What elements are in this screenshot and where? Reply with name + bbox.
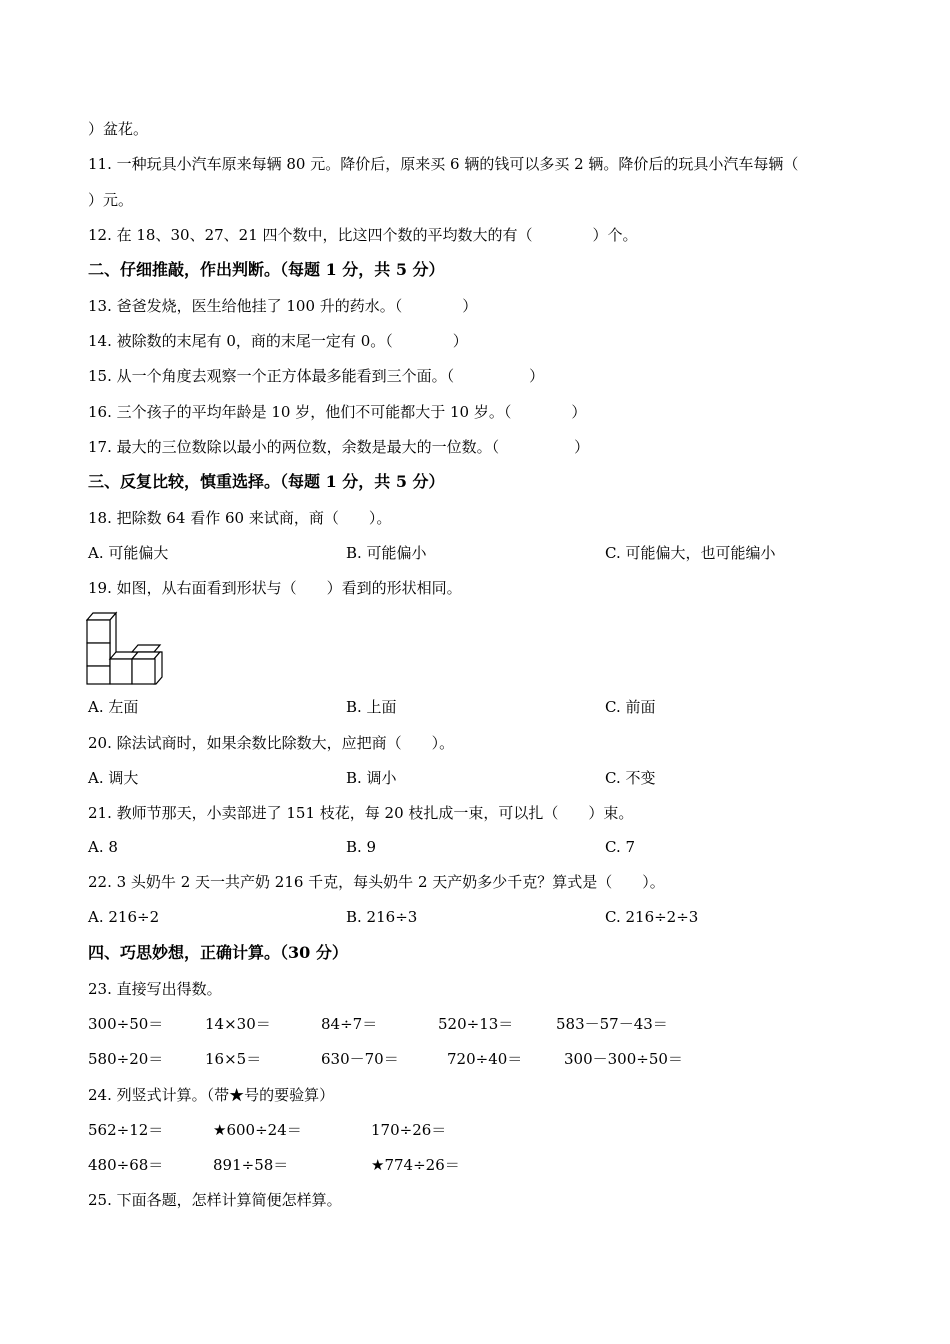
q23-expr-5: 583－57－43＝ [556,1015,668,1033]
question-11-line2: ）元。 [88,191,134,209]
q18-option-a: A. 可能偏大 [88,544,169,562]
q23-expr-10: 300－300÷50＝ [564,1050,683,1068]
cube-stack-figure [86,611,166,685]
q24-expr-1: 562÷12＝ [88,1121,164,1139]
q20-option-b: B. 调小 [346,769,397,787]
question-13: 13. 爸爸发烧，医生给他挂了 100 升的药水。（ ） [88,297,478,315]
question-15: 15. 从一个角度去观察一个正方体最多能看到三个面。（ ） [88,367,545,385]
q19-option-c: C. 前面 [605,698,656,716]
section-2-heading: 二、仔细推敲，作出判断。（每题 1 分，共 5 分） [88,260,445,279]
question-22: 22. 3 头奶牛 2 天一共产奶 216 千克，每头奶牛 2 天产奶多少千克？算式是（ ）。 [88,873,665,891]
question-20: 20. 除法试商时，如果余数比除数大，应把商（ ）。 [88,734,455,752]
section-3-heading: 三、反复比较，慎重选择。（每题 1 分，共 5 分） [88,472,445,491]
question-17: 17. 最大的三位数除以最小的两位数，余数是最大的一位数。（ ） [88,438,590,456]
q23-expr-6: 580÷20＝ [88,1050,164,1068]
section-4-heading: 四、巧思妙想，正确计算。（30 分） [88,943,348,962]
q19-option-b: B. 上面 [346,698,397,716]
q23-expr-3: 84÷7＝ [321,1015,378,1033]
q22-option-a: A. 216÷2 [88,908,160,926]
question-25: 25. 下面各题，怎样计算简便怎样算。 [88,1191,342,1209]
question-19: 19. 如图，从右面看到形状与（ ）看到的形状相同。 [88,579,462,597]
q20-option-c: C. 不变 [605,769,656,787]
question-23: 23. 直接写出得数。 [88,980,222,998]
q22-option-b: B. 216÷3 [346,908,418,926]
question-16: 16. 三个孩子的平均年龄是 10 岁，他们不可能都大于 10 岁。（ ） [88,403,587,421]
q18-option-c: C. 可能偏大，也可能编小 [605,544,776,562]
q23-expr-2: 14×30＝ [205,1015,271,1033]
q21-option-b: B. 9 [346,838,377,856]
q22-option-c: C. 216÷2÷3 [605,908,699,926]
q23-expr-1: 300÷50＝ [88,1015,164,1033]
q24-expr-2: ★600÷24＝ [213,1121,302,1139]
question-24: 24. 列竖式计算。（带★号的要验算） [88,1086,335,1104]
q18-option-b: B. 可能偏小 [346,544,427,562]
q23-expr-9: 720÷40＝ [447,1050,523,1068]
q24-expr-4: 480÷68＝ [88,1156,164,1174]
q21-option-c: C. 7 [605,838,636,856]
question-12: 12. 在 18、30、27、21 四个数中，比这四个数的平均数大的有（ ）个。 [88,226,638,244]
q24-expr-5: 891÷58＝ [213,1156,289,1174]
question-18: 18. 把除数 64 看作 60 来试商，商（ ）。 [88,509,392,527]
continued-text: ）盆花。 [88,120,149,138]
q21-option-a: A. 8 [88,838,118,856]
q20-option-a: A. 调大 [88,769,139,787]
q23-expr-4: 520÷13＝ [438,1015,514,1033]
q24-expr-6: ★774÷26＝ [371,1156,460,1174]
q19-option-a: A. 左面 [88,698,139,716]
q24-expr-3: 170÷26＝ [371,1121,447,1139]
question-14: 14. 被除数的末尾有 0，商的末尾一定有 0。（ ） [88,332,468,350]
q23-expr-8: 630－70＝ [321,1050,399,1068]
q23-expr-7: 16×5＝ [205,1050,262,1068]
question-11-line1: 11. 一种玩具小汽车原来每辆 80 元。降价后，原来买 6 辆的钱可以多买 2 辆。降价后的玩具小汽车每辆（ [88,155,799,173]
question-21: 21. 教师节那天，小卖部进了 151 枝花，每 20 枝扎成一束，可以扎（ ）束。 [88,804,634,822]
